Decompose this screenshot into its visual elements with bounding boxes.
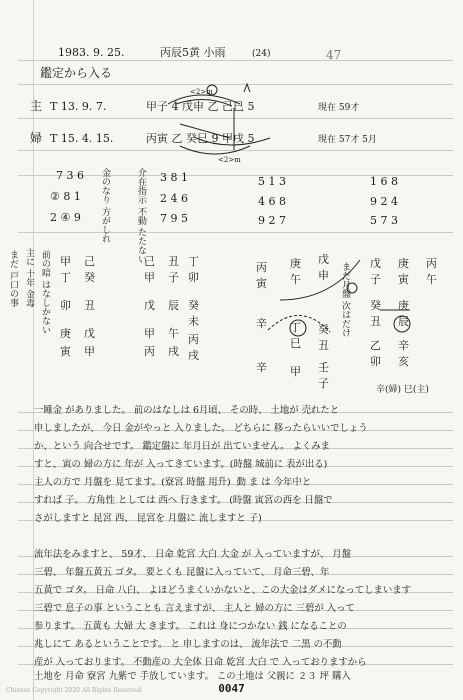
entry-title: 鑑定から入る — [40, 66, 113, 80]
chart-cell: 辰 — [168, 299, 179, 312]
chart-cell: 辰 — [398, 315, 409, 328]
chart-cell: 乙 — [370, 339, 381, 352]
chart-cell: 寅 — [256, 277, 267, 290]
arc-mark-bottom: <2>m — [218, 156, 241, 164]
chart-cell: 戊 — [318, 253, 329, 266]
header-note: (24) — [252, 49, 271, 59]
weather-line: 丙辰5黄 小雨 — [160, 46, 226, 59]
chart-cell: 寅 — [60, 345, 71, 358]
chart-annotation: まだ月盤 次はだけ — [340, 262, 350, 337]
chart-cell: 辛 — [256, 317, 267, 330]
grid-row: 7 9 5 — [160, 212, 188, 225]
grid-row: 4 6 8 — [258, 195, 286, 208]
chart-cell: 甲 — [84, 345, 95, 358]
watermark: Chinese Copyright 2020 All Rights Reserved — [6, 687, 142, 694]
paragraph-line: 流年法をみますと、 59才、 日命 乾宮 大白 大金 が 入っていますが、 月盤 — [34, 549, 352, 560]
chart-cell: 丑 — [318, 339, 329, 352]
chart-cell: 寅 — [398, 273, 409, 286]
chart-cell: 申 — [318, 269, 329, 282]
grid-row: 1 6 8 — [370, 175, 398, 188]
paragraph-line: 五黄で ゴタ。 日命 八白、 よほどうまくいかないと、この大金はダメになってしまいます — [34, 585, 411, 596]
grid-row: 5 7 3 — [370, 214, 398, 227]
chart-cell: 亥 — [398, 355, 409, 368]
paragraph-line: 参ります。 五黄も 大婦 大 きます。 これは 身につかない 銭 になることの — [34, 621, 347, 632]
chart-cell: 午 — [290, 273, 301, 286]
chart-cell: 丑 — [168, 255, 179, 268]
chart-cell: 甲 — [60, 255, 71, 268]
paragraph-line: か、という 向合せです。 鑑定盤に 年月日が 出ていません。 よくみま — [34, 441, 330, 452]
wife-label: 婦 — [30, 131, 43, 145]
chart-cell: 子 — [318, 377, 329, 390]
paragraph-line: 産が 入っております。 不動産の 大全体 日命 乾宮 大白 で 入っておりますから — [34, 657, 367, 668]
master-age: 現在 59才 — [318, 103, 360, 113]
master-birthdate: T 13. 9. 7. — [50, 100, 107, 113]
chart-cell: 丙 — [426, 257, 437, 270]
chart-cell: 子 — [370, 273, 381, 286]
paragraph-line: 一睡金 がありました。 前のはなしは 6月頃、 その時、 土地が 売れたと — [34, 405, 340, 416]
paragraph-line: 兆しにて あるということです。 と 申しますのは、 流年法で 二黒 の不動 — [34, 639, 342, 650]
chart-cell: 辛 — [398, 339, 409, 352]
paragraph-line: 三碧、 年盤五黄五 ゴタ。 要とくも 昆盤に入っていて、 月命三碧、年 — [34, 567, 330, 578]
chart-cell: 壬 — [318, 361, 329, 374]
arc-mark-top: <2>m — [190, 88, 213, 96]
chart-cell: 癸 — [318, 323, 329, 336]
chart-cell: 巳 — [290, 337, 301, 350]
chart-bottom-note: 辛(婦) 巳(主) — [376, 385, 429, 395]
chart-cell: 庚 — [60, 327, 71, 340]
chart-cell: 戊 — [84, 327, 95, 340]
grid-row: ② 8 1 — [50, 190, 81, 203]
paragraph-line: 土地を 月命 寮宮 九紫で 手放しています。 この土地は 父親に ２３ 坪 購入 — [34, 671, 351, 682]
chart-cell: 癸 — [84, 271, 95, 284]
chart-cell: 卯 — [60, 299, 71, 312]
chart-cell: 己 — [144, 255, 155, 268]
wife-birthdate: T 15. 4. 15. — [50, 132, 114, 145]
grid-row: 3 8 1 — [160, 171, 188, 184]
chart-cell: 辛 — [256, 361, 267, 374]
grid-row: 5 1 3 — [258, 175, 286, 188]
chart-cell: 癸 — [188, 299, 199, 312]
paragraph-line: 主人の方で 月盤を 見てます。(寮宮 時盤 用升) 動 ま は 今年中と — [34, 477, 312, 488]
chart-cell: 癸 — [370, 299, 381, 312]
chart-cell: 子 — [168, 271, 179, 284]
paragraph-line: すれば 子。 方角性 としては 西へ 行きます。 (時盤 寅宮の西を 日盤で — [34, 495, 333, 506]
chart-cell: 甲 — [144, 327, 155, 340]
grid-row: 2 4 6 — [160, 192, 188, 205]
chart-cell: 丙 — [188, 333, 199, 346]
chart-cell: 丁 — [60, 271, 71, 284]
chart-cell: 己 — [84, 255, 95, 268]
vertical-note: 主に 十年 金毒 — [24, 248, 34, 308]
chart-cell: 甲 — [144, 271, 155, 284]
paragraph-line: 申しましたが、 今日 金がやっと 入りました。 どちらに 移ったらいいでしょう — [34, 423, 368, 434]
chart-cell: 庚 — [398, 299, 409, 312]
wife-age: 現在 57才 5月 — [318, 135, 377, 145]
chart-cell: 丑 — [370, 315, 381, 328]
chart-cell: 丙 — [256, 261, 267, 274]
paragraph-line: さがしますと 昆宮 西、 昆宮を 月盤に 流しますと 子) — [34, 513, 262, 524]
grid-row: 9 2 7 — [258, 214, 286, 227]
paragraph-line: 三碧で 息子の事 ということも 言えますが、 主人と 婦の方に 三碧が 入って — [34, 603, 355, 614]
chart-cell: 庚 — [398, 257, 409, 270]
chart-cell: 丙 — [144, 345, 155, 358]
grid-row: 7 3 6 — [56, 169, 84, 182]
chart-cell: 丁 — [188, 255, 199, 268]
master-label: 主 — [30, 99, 43, 113]
chart-cell: 戌 — [168, 345, 179, 358]
grid-row: 2 ④ 9 — [50, 211, 81, 224]
chart-cell: 庚 — [290, 257, 301, 270]
vertical-note: まだ 戸口の事 — [8, 250, 18, 307]
chart-cell: 甲 — [290, 365, 301, 378]
page-reference: 47 — [326, 48, 342, 62]
chart-cell: 未 — [188, 315, 199, 328]
chart-cell: 戊 — [144, 299, 155, 312]
master-pillars: 甲子 4 戊申 乙 己巳 5 — [146, 100, 255, 113]
vertical-note: 前の暗 はなしかない — [40, 250, 50, 334]
vertical-note: 金のなり 方がしれ — [100, 168, 110, 243]
paragraph-line: すと、寅の 婦の方に 年が 入ってきています。(時盤 城前に 表が出る) — [34, 459, 328, 470]
grid-row: 9 2 4 — [370, 195, 398, 208]
chart-cell: 戊 — [370, 257, 381, 270]
chart-cell: 午 — [426, 273, 437, 286]
chart-cell: 卯 — [188, 271, 199, 284]
vertical-note: 介在指示 不動 たたない — [136, 168, 146, 264]
chart-cell: 戌 — [188, 349, 199, 362]
page-number: 0047 — [218, 682, 245, 695]
chart-cell: 丑 — [84, 299, 95, 312]
chart-cell: 卯 — [370, 355, 381, 368]
wife-pillars: 丙寅 乙 癸巳 9 甲戌 5 — [146, 132, 255, 145]
date-line: 1983. 9. 25. — [58, 46, 125, 59]
chart-cell: 丁 — [290, 321, 301, 334]
chart-cell: 午 — [168, 327, 179, 340]
